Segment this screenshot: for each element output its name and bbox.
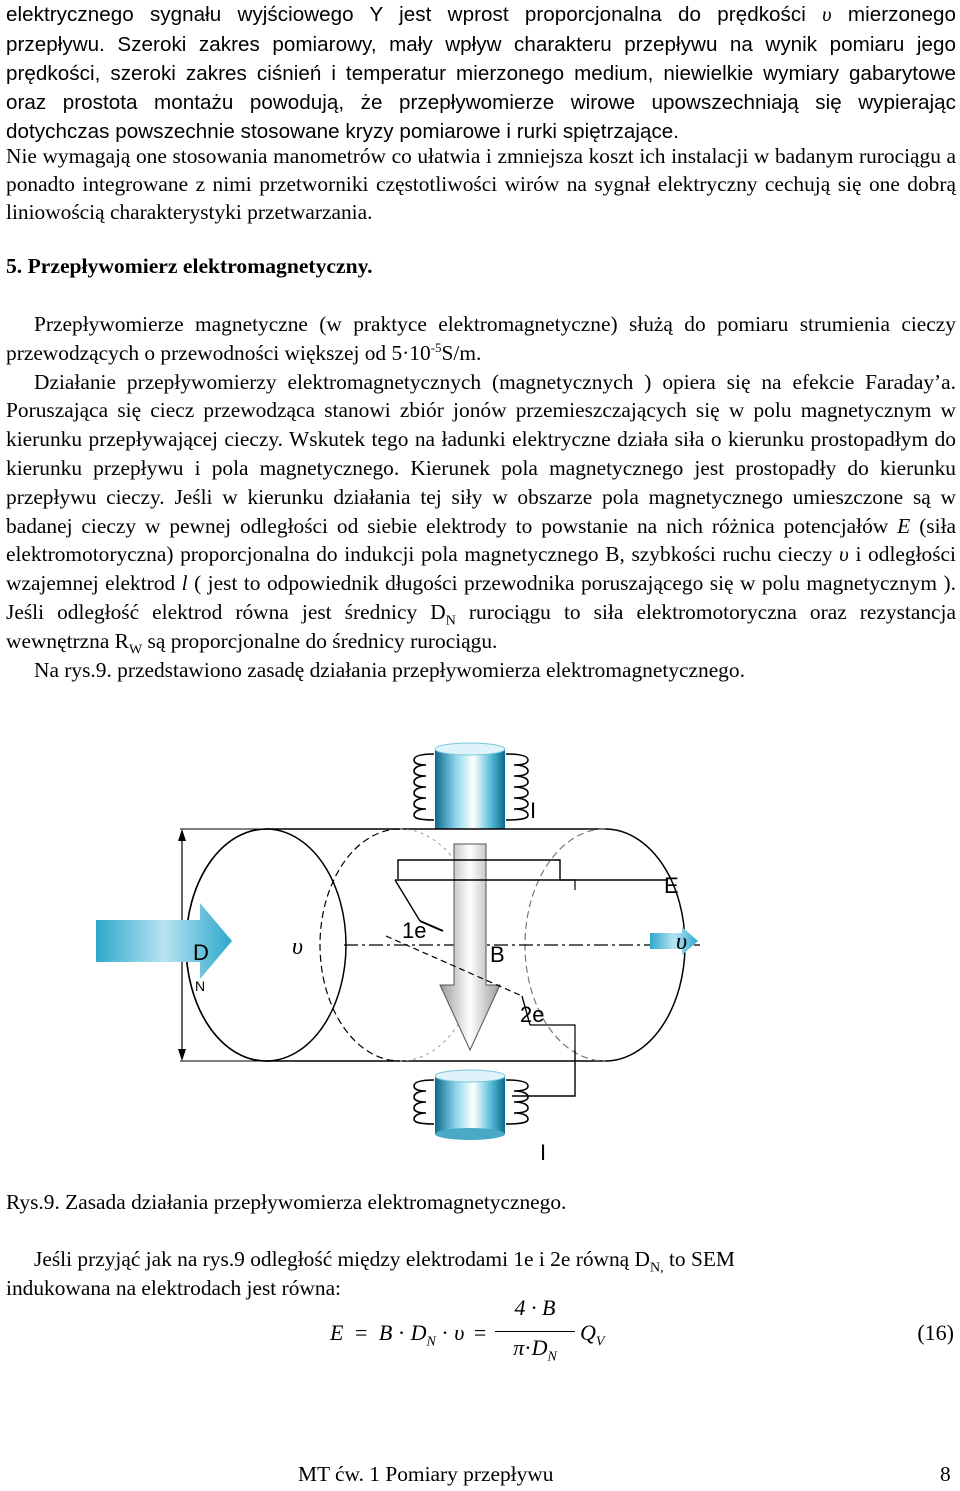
eq-operator: = bbox=[473, 1320, 487, 1345]
text-run: Nie wymagają one stosowania manometrów co ułatwia i zmniejsza koszt ich instalacji w badanym rurociągu a ponadto integrowane z nimi przetworniki częstotliwości wirów na sygnał elektryczny cechują się one dobrą liniowością charakterystyki przetwarzania. bbox=[6, 144, 956, 225]
eq-operator: = bbox=[354, 1320, 368, 1345]
velocity-label-right: υ bbox=[676, 929, 688, 955]
diameter-subscript: N bbox=[195, 978, 206, 994]
equation-number: (16) bbox=[917, 1320, 954, 1345]
text-run: ( jest to odpowiednik długości przewodnika poruszającego się w polu magnetycznym ). Jeśli odległość elektrod równa jest średnicy D bbox=[6, 571, 956, 624]
eq-operator: · bbox=[441, 1320, 449, 1345]
section-body bbox=[6, 310, 956, 684]
coil-icon bbox=[414, 754, 434, 820]
page-number: 8 bbox=[940, 1462, 951, 1486]
eq-symbol: υ bbox=[454, 1320, 465, 1345]
text-run: mierzonego bbox=[847, 3, 956, 26]
text-run: Przepływomierze magnetyczne (w praktyce elektromagnetyczne) służą do pomiaru strumienia cieczy przewodzących o przewodności większej od 5 bbox=[6, 312, 956, 365]
text-run: · bbox=[402, 340, 410, 365]
eq-symbol: E bbox=[330, 1320, 344, 1345]
eq-symbol: Q bbox=[580, 1320, 596, 1345]
exponent: -5 bbox=[430, 339, 442, 355]
text-run: są proporcjonalne do średnicy rurociągu. bbox=[147, 628, 498, 653]
paragraph-vortex-advantages bbox=[6, 142, 956, 227]
text-run: (siła elektromotoryczna) proporcjonalna do indukcji pola magnetycznego B, szybkości ruchu cieczy bbox=[6, 513, 957, 567]
electrode-1e-label: 1e bbox=[402, 918, 427, 943]
length-symbol: l bbox=[181, 571, 188, 596]
coil-icon bbox=[414, 1080, 434, 1124]
fraction-bar bbox=[495, 1331, 575, 1332]
eq-operator: · bbox=[397, 1320, 406, 1345]
current-label-top: I bbox=[530, 798, 537, 823]
diameter-label: D bbox=[193, 940, 209, 965]
emf-symbol: E bbox=[897, 513, 911, 538]
text-run: to SEM bbox=[668, 1247, 735, 1271]
pipe bbox=[186, 829, 700, 1061]
current-label-bottom: I bbox=[540, 1140, 547, 1165]
subscript: N bbox=[445, 613, 456, 629]
eq-symbol: B bbox=[378, 1320, 393, 1345]
bottom-magnet bbox=[414, 1070, 528, 1140]
paragraph-sem bbox=[6, 1245, 956, 1302]
text-run: 10 bbox=[409, 340, 431, 365]
figure-caption: Rys.9. Zasada działania przepływomierza elektromagnetycznego. bbox=[6, 1190, 567, 1214]
section-heading: 5. Przepływomierz elektromagnetyczny. bbox=[6, 254, 373, 278]
subscript: W bbox=[128, 642, 143, 658]
electrode-2e-label: 2e bbox=[520, 1002, 545, 1027]
eq-denominator bbox=[495, 1335, 575, 1365]
subscript: N, bbox=[649, 1260, 664, 1276]
text-run: Działanie przepływomierzy elektromagnetycznych (magnetycznych ) opiera się na efekcie Faraday’a. Poruszająca się ciecz przewodząca stanowi zbiór jonów przemieszczających się w polu magnetycznym w kierunku przepływającej cieczy. Wskutek tego na ładunki elektryczne działa siła o kierunku prostopadłym do kierunku przepływu i pola magnetycznego. Kierunek pola magnetycznego jest prostopadły do kierunku przepływu cieczy. Jeśli w kierunku działania tej siły w obszarze pola magnetycznego umieszczone są w badanej cieczy w pewnej odległości od siebie elektrody to powstanie na nich różnica potencjałów bbox=[6, 369, 956, 538]
text-run: elektrycznego sygnału wyjściowego Y jest wprost proporcjonalna do prędkości bbox=[6, 3, 806, 26]
text-run: przepływu. Szeroki zakres pomiarowy, mały wpływ charakteru przepływu na wynik pomiaru jego prędkości, szeroki zakres ciśnień i temperatur mierzonego medium, niewielkie wymiary gabarytowe oraz prostota montażu powodują, że przepływomierze wirowe upowszechniają się wypierając dotychczas powszechnie stosowane kryzy pomiarowe i rurki spiętrzające. bbox=[6, 33, 956, 144]
eq-subscript: N bbox=[426, 1334, 436, 1350]
emf-label: E bbox=[664, 873, 679, 898]
coil-icon bbox=[506, 754, 528, 820]
equation-16 bbox=[330, 1295, 960, 1375]
eq-symbol: D bbox=[531, 1335, 548, 1360]
eq-operator: · bbox=[524, 1335, 532, 1360]
eq-subscript: V bbox=[595, 1334, 605, 1350]
paragraph-vortex-summary bbox=[6, 0, 956, 146]
flowmeter-diagram bbox=[0, 740, 960, 1190]
paragraph-intro bbox=[6, 310, 956, 368]
paragraph-figure-ref: Na rys.9. przedstawiono zasadę działania przepływomierza elektromagnetycznego. bbox=[34, 657, 745, 682]
text-line: indukowana na elektrodach jest równa: bbox=[6, 1275, 342, 1300]
induction-label: B bbox=[490, 942, 505, 967]
eq-symbol: π bbox=[513, 1335, 525, 1360]
text-run: S/m. bbox=[441, 340, 482, 365]
text-run: rurociągu to siła elektromotoryczna oraz rezystancja wewnętrzna R bbox=[6, 599, 956, 653]
paragraph-principle bbox=[6, 368, 956, 656]
text-line bbox=[6, 1245, 956, 1274]
velocity-symbol: υ bbox=[839, 542, 849, 567]
page-footer: MT ćw. 1 Pomiary przepływu bbox=[298, 1462, 554, 1486]
coil-icon bbox=[506, 1080, 528, 1124]
eq-subscript: N bbox=[547, 1349, 557, 1365]
velocity-label-left: υ bbox=[292, 934, 304, 960]
eq-numerator: 4 · B bbox=[514, 1295, 556, 1320]
velocity-symbol: υ bbox=[822, 4, 832, 26]
text-run: i odległości wzajemnej elektrod bbox=[6, 542, 956, 596]
text-run: Jeśli przyjąć jak na rys.9 odległość między elektrodami 1e i 2e równą D bbox=[34, 1247, 650, 1271]
eq-symbol: D bbox=[410, 1320, 427, 1345]
